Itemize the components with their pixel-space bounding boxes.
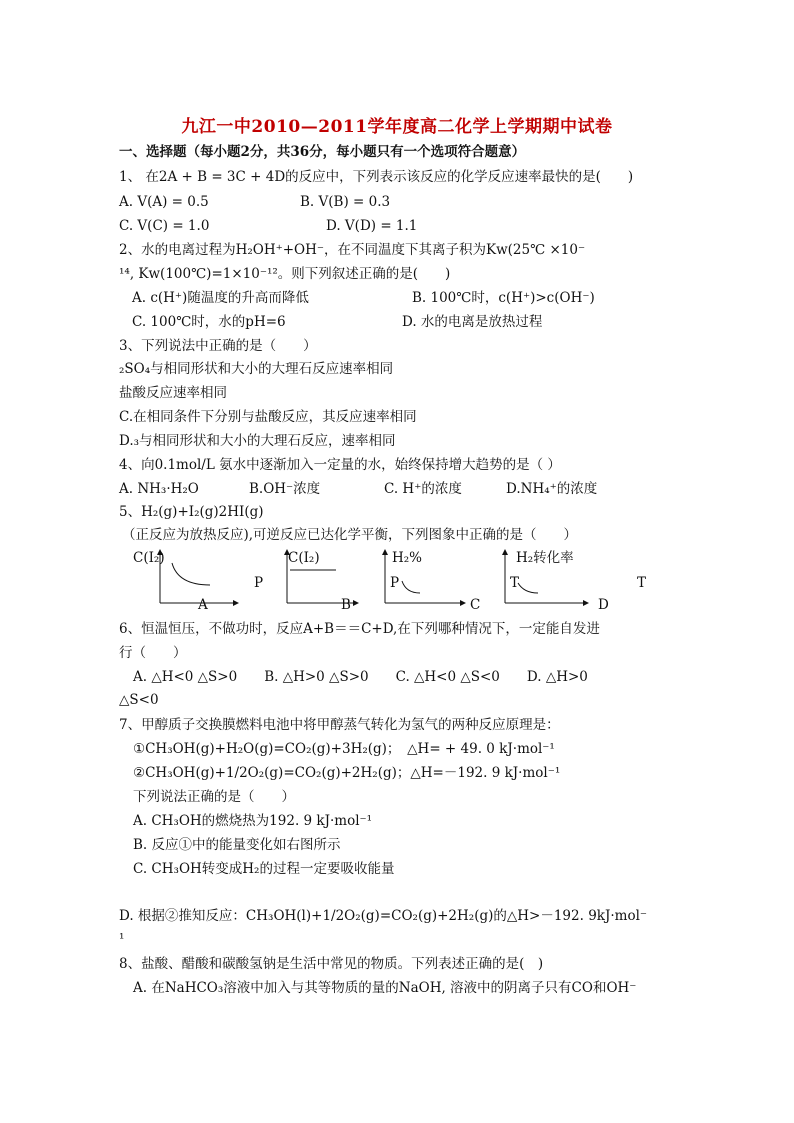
graph-b-letter: B <box>341 597 351 613</box>
graph-extra-t: T <box>637 575 647 591</box>
q1-stem: 1、 在2A + B = 3C + 4D的反应中，下列表示该反应的化学反应速率最快的是( ) <box>119 169 634 185</box>
q4-option-d: D.NH₄⁺的浓度 <box>506 481 598 497</box>
q3-option-a: ₂SO₄与相同形状和大小的大理石反应速率相同 <box>119 361 394 377</box>
section-heading: 一、选择题（每小题2分，共36分，每小题只有一个选项符合题意） <box>119 144 526 160</box>
graph-c-curve <box>402 581 420 593</box>
graph-a-ylabel: C(I₂) <box>133 550 165 566</box>
q6-stem-line2: 行（ ） <box>119 645 187 661</box>
q2-stem-line2: ¹⁴, Kw(100℃)=1×10⁻¹²。则下列叙述正确的是( ) <box>119 266 451 282</box>
q1-option-b: B. V(B) = 0.3 <box>300 194 391 210</box>
q2-option-d: D. 水的电离是放热过程 <box>402 314 543 330</box>
q8-option-a: A. 在NaHCO₃溶液中加入与其等物质的量的NaOH, 溶液中的阴离子只有CO和OH⁻ <box>133 980 637 996</box>
q5-stem-line2: （正反应为放热反应),可逆反应已达化学平衡，下列图象中正确的是（ ） <box>122 527 578 543</box>
q8-stem: 8、盐酸、醋酸和碳酸氢钠是生活中常见的物质。下列表述正确的是( ) <box>119 956 544 972</box>
graph-d-letter: D <box>598 597 609 613</box>
graph-d-ylabel: H₂转化率 <box>516 550 574 566</box>
graph-c-ylabel: H₂% <box>392 550 423 566</box>
q7-option-a: A. CH₃OH的燃烧热为192. 9 kJ·mol⁻¹ <box>133 813 373 829</box>
q1-option-d: D. V(D) = 1.1 <box>326 218 418 234</box>
q1-option-a: A. V(A) = 0.5 <box>119 194 209 210</box>
q2-option-b: B. 100℃时，c(H⁺)>c(OH⁻) <box>412 290 595 306</box>
q7-stem: 7、甲醇质子交换膜燃料电池中将甲醇蒸气转化为氢气的两种反应原理是： <box>119 717 560 733</box>
q7-option-d-line2: ¹ <box>119 931 125 947</box>
q3-stem: 3、下列说法中正确的是（ ） <box>119 338 317 354</box>
page-title: 九江一中2010—2011学年度高二化学上学期期中试卷 <box>181 117 613 137</box>
q6-options: A. △H<0 △S>0 B. △H>0 △S>0 C. △H<0 △S<0 D. △H>0 <box>133 669 588 685</box>
q2-option-a: A. c(H⁺)随温度的升高而降低 <box>132 290 309 306</box>
q5-stem-line1: 5、H₂(g)+I₂(g)2HI(g) <box>119 504 264 520</box>
q4-stem: 4、向0.1mol/L 氨水中逐渐加入一定量的水，始终保持增大趋势的是（ ） <box>119 457 561 473</box>
q7-reaction-2: ②CH₃OH(g)+1/2O₂(g)=CO₂(g)+2H₂(g)；△H=－192. 9 kJ·mol⁻¹ <box>133 765 561 781</box>
graph-b-ylabel: C(I₂) <box>288 550 320 566</box>
q7-reaction-1: ①CH₃OH(g)+H₂O(g)=CO₂(g)+3H₂(g)； △H= + 49. 0 kJ·mol⁻¹ <box>133 741 555 757</box>
q6-stem-line1: 6、恒温恒压，不做功时，反应A+B＝＝C+D,在下列哪种情况下，一定能自发进 <box>119 621 600 637</box>
q2-option-c: C. 100℃时，水的pH=6 <box>132 314 286 330</box>
graph-d-curve <box>518 583 538 593</box>
q6-options-cont: △S<0 <box>119 692 159 708</box>
q7-option-b: B. 反应①中的能量变化如右图所示 <box>133 837 341 853</box>
graph-c-letter: C <box>470 597 481 613</box>
q2-stem-line1: 2、水的电离过程为H₂OH⁺+OH⁻，在不同温度下其离子积为Kw(25℃ ×10⁻ <box>119 242 586 258</box>
q3-option-d: D.₃与相同形状和大小的大理石反应，速率相同 <box>119 433 396 449</box>
q3-option-b: 盐酸反应速率相同 <box>119 385 227 401</box>
q7-option-c: C. CH₃OH转变成H₂的过程一定要吸收能量 <box>133 861 395 877</box>
q3-option-c: C.在相同条件下分别与盐酸反应，其反应速率相同 <box>119 409 417 425</box>
q4-option-a: A. NH₃·H₂O <box>119 481 199 497</box>
graph-c-xlabel: P <box>390 575 400 591</box>
q4-option-b: B.OH⁻浓度 <box>249 481 321 497</box>
q7-question: 下列说法正确的是（ ） <box>133 789 295 805</box>
graph-a-xlabel: P <box>254 575 264 591</box>
graph-a-curve <box>172 563 210 585</box>
q1-option-c: C. V(C) = 1.0 <box>119 218 210 234</box>
graph-a-letter: A <box>198 597 208 613</box>
q7-option-d-line1: D. 根据②推知反应：CH₃OH(l)+1/2O₂(g)=CO₂(g)+2H₂(g)的△H>－192. 9kJ·mol⁻ <box>119 908 648 924</box>
q4-option-c: C. H⁺的浓度 <box>384 481 462 497</box>
graph-d-xlabel: T <box>510 575 520 591</box>
